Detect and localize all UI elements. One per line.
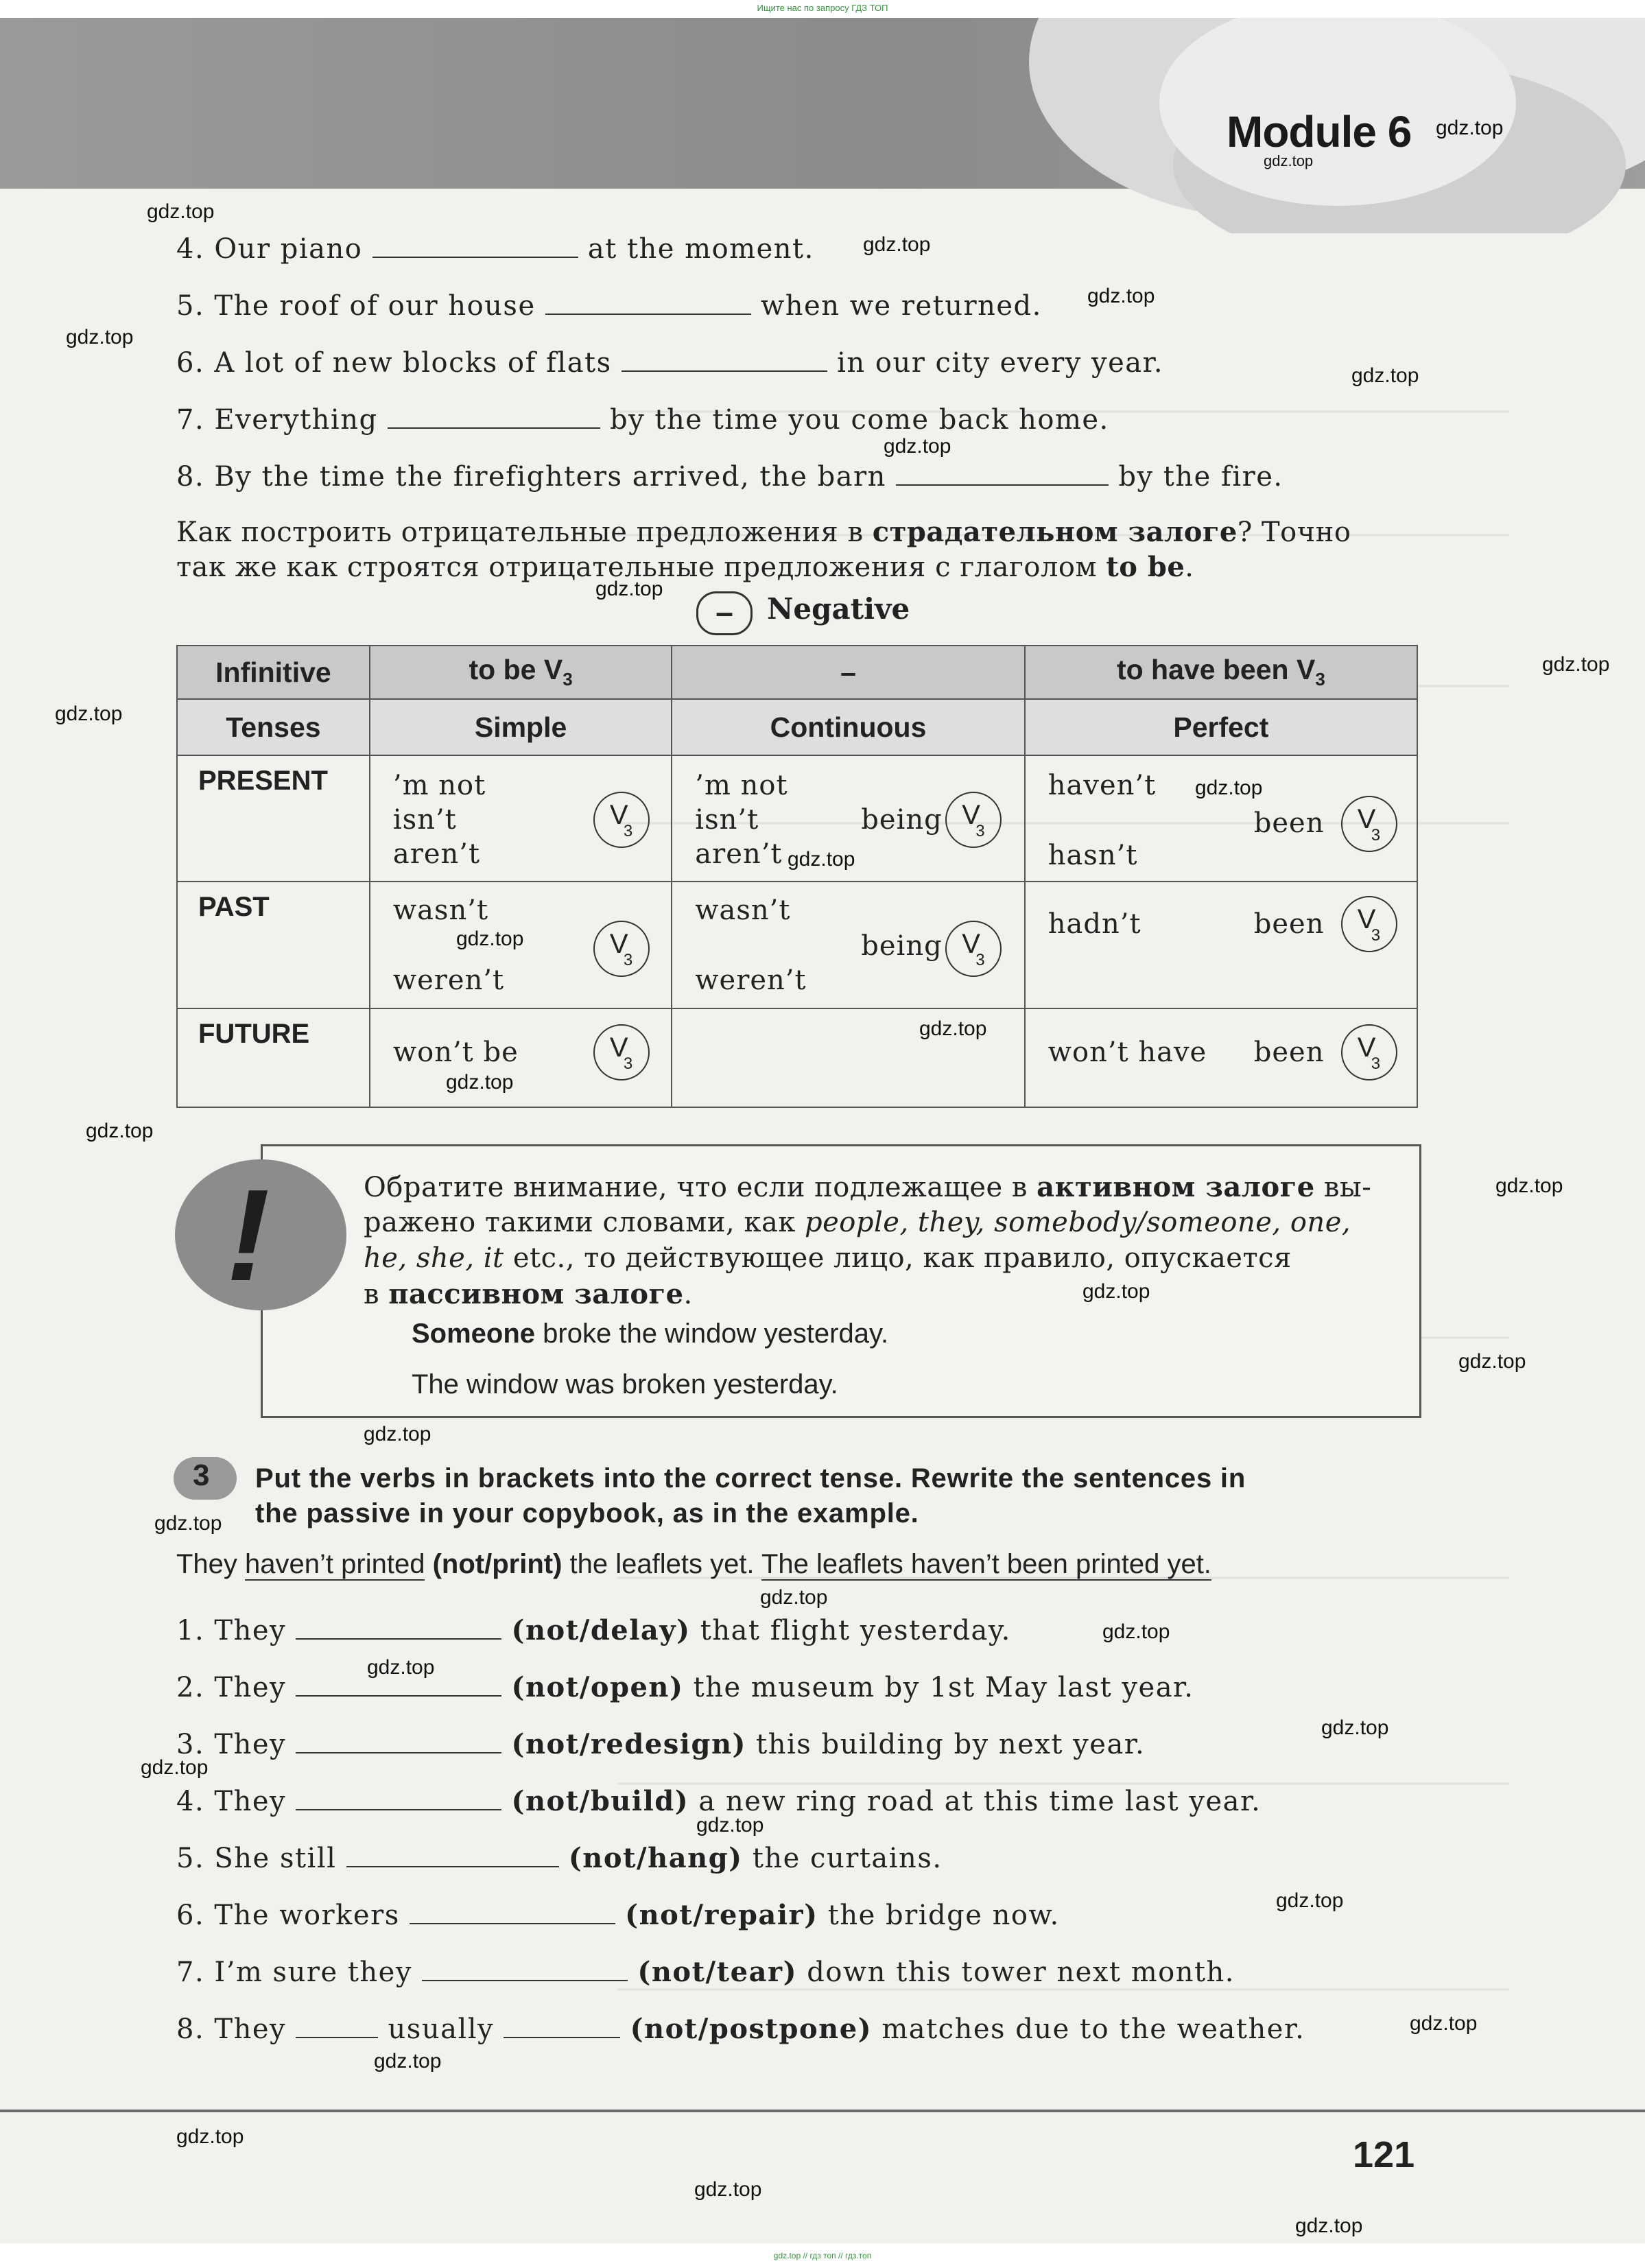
- answer-blank[interactable]: [622, 347, 827, 372]
- watermark: gdz.top: [1321, 1716, 1389, 1739]
- watermark: gdz.top: [456, 928, 524, 950]
- exercise3-item-1: 1. They (not/delay) that flight yesterday.: [176, 1614, 1011, 1646]
- note-example-passive: The window was broken yesterday.: [412, 1369, 838, 1399]
- exercise-instruction-line-1: Put the verbs in brackets into the correct tense. Rewrite the sentences in: [255, 1463, 1246, 1493]
- header-perfect: Perfect: [1025, 699, 1417, 755]
- watermark: gdz.top: [1195, 777, 1263, 799]
- exercise3-item-4: 4. They (not/build) a new ring road at this time last year.: [176, 1785, 1262, 1817]
- v3-circle-icon: V 3: [1341, 796, 1397, 852]
- line-number: 6.: [176, 347, 205, 379]
- subscript: 3: [563, 669, 573, 690]
- exercise-number: 3: [193, 1458, 210, 1492]
- line-number: 5.: [176, 290, 205, 322]
- v3-circle-icon: V 3: [945, 792, 1002, 848]
- page-number: 121: [1353, 2134, 1415, 2175]
- answer-blank[interactable]: [896, 461, 1109, 486]
- note-example-active: Someone broke the window yesterday.: [412, 1319, 889, 1349]
- watermark: gdz.top: [694, 2178, 762, 2201]
- exercise-line-7: [176, 404, 1109, 436]
- negative-heading: Negative: [767, 592, 910, 626]
- intro-bold: страдательном залоге: [872, 516, 1238, 548]
- answer-blank[interactable]: [422, 1957, 628, 1981]
- form-text: won’t have: [1048, 1037, 1207, 1068]
- line-text: By the time the firefighters arrived, the barn: [214, 461, 886, 493]
- form-text: won’t be: [392, 1037, 519, 1068]
- exercise3-item-6: 6. The workers (not/repair) the bridge now.: [176, 1899, 1060, 1931]
- negatives-intro-line-2: [176, 551, 1194, 583]
- watermark: gdz.top: [863, 233, 931, 256]
- form-text: ’m not: [392, 770, 486, 801]
- row-label: PRESENT: [177, 755, 370, 882]
- exercise3-item-7: 7. I’m sure they (not/tear) down this tower next month.: [176, 1956, 1235, 1988]
- line-text: The roof of our house: [214, 290, 536, 322]
- aux-text: being: [861, 804, 943, 836]
- exercise3-item-2: 2. They (not/open) the museum by 1st May last year.: [176, 1671, 1194, 1703]
- line-text: by the time you come back home.: [610, 404, 1109, 436]
- watermark: gdz.top: [1458, 1350, 1526, 1373]
- v3-circle-icon: V 3: [945, 921, 1002, 977]
- form-text: aren’t: [695, 838, 783, 870]
- answer-blank[interactable]: [545, 290, 751, 315]
- aux-text: been: [1253, 807, 1325, 839]
- form-text: weren’t: [695, 965, 807, 996]
- note-line-1: Обратите внимание, что если подлежащее в активном залоге вы-: [364, 1171, 1372, 1203]
- header-simple: Simple: [370, 699, 672, 755]
- answer-blank[interactable]: [410, 1900, 615, 1924]
- intro-text: так же как строятся отрицательные предложения с глаголом: [176, 552, 1106, 583]
- v3-circle-icon: V 3: [1341, 1024, 1397, 1080]
- top-watermark-text: Ищите нас по запросу ГДЗ ТОП: [757, 3, 888, 13]
- line-text: Our piano: [214, 233, 363, 265]
- note-line-3: he, she, it etc., то действующее лицо, как правило, опускается: [364, 1242, 1292, 1274]
- watermark: gdz.top: [154, 1512, 222, 1535]
- passive-negative-table: [176, 645, 1418, 1108]
- row-label: PAST: [177, 882, 370, 1008]
- watermark: gdz.top: [86, 1120, 154, 1142]
- header-to-be-v3: to be $V_3$: [370, 646, 672, 699]
- v3-circle-icon: V 3: [1341, 896, 1397, 952]
- exclamation-icon: !: [226, 1163, 270, 1308]
- exercise-line-6: [176, 347, 1163, 379]
- answer-blank[interactable]: [296, 2013, 378, 2038]
- footer-watermark-text: gdz.top // гдз топ // гдз.топ: [773, 2251, 872, 2260]
- intro-bold: to be: [1106, 551, 1185, 583]
- exercise3-item-3: 3. They (not/redesign) this building by next year.: [176, 1728, 1146, 1760]
- line-number: 4.: [176, 233, 205, 265]
- watermark: gdz.top: [788, 848, 855, 871]
- watermark: gdz.top: [66, 326, 134, 349]
- exercise-line-8: [176, 461, 1283, 493]
- watermark: gdz.top: [1102, 1620, 1170, 1643]
- line-text: Everything: [214, 404, 378, 436]
- exercise3-item-8: 8. They usually (not/postpone) matches due to the weather.: [176, 2013, 1305, 2045]
- form-text: ’m not: [695, 770, 788, 801]
- form-text: aren’t: [392, 838, 481, 870]
- cell-future-perfect: [1025, 1008, 1417, 1107]
- cell-future-simple: [370, 1008, 672, 1107]
- v3-circle-icon: V 3: [593, 792, 650, 848]
- watermark: gdz.top: [1436, 117, 1504, 139]
- subscript: 3: [1315, 669, 1325, 690]
- note-line-2: ражено такими словами, как people, they, somebody/someone, one,: [364, 1207, 1351, 1238]
- intro-text: Как построить отрицательные предложения в: [176, 517, 873, 548]
- header-tenses: Tenses: [177, 699, 370, 755]
- answer-blank[interactable]: [504, 2013, 620, 2038]
- form-text: isn’t: [392, 804, 457, 836]
- watermark: gdz.top: [1351, 364, 1419, 387]
- watermark: gdz.top: [367, 1656, 435, 1679]
- intro-text: .: [1185, 552, 1194, 583]
- watermark: gdz.top: [374, 2050, 442, 2072]
- watermark: gdz.top: [1082, 1280, 1150, 1303]
- form-text: haven’t: [1048, 770, 1157, 801]
- cell-past-perfect: [1025, 882, 1417, 1008]
- header-continuous: Continuous: [672, 699, 1024, 755]
- line-text: in our city every year.: [837, 347, 1164, 379]
- line-number: 7.: [176, 404, 205, 436]
- module-title: Module 6: [1227, 107, 1412, 156]
- bottom-rule: [0, 2110, 1645, 2112]
- form-text: wasn’t: [392, 895, 489, 926]
- form-text: isn’t: [695, 804, 759, 836]
- cell-present-perfect: [1025, 755, 1417, 882]
- watermark: gdz.top: [1410, 2012, 1478, 2035]
- line-text: at the moment.: [587, 233, 814, 265]
- header-to-have-been-v3: to have been $V_3$: [1025, 646, 1417, 699]
- line-number: 8.: [176, 461, 205, 493]
- table-row-future: [177, 1008, 1417, 1107]
- answer-blank[interactable]: [346, 1843, 559, 1867]
- watermark: gdz.top: [760, 1586, 828, 1609]
- watermark: gdz.top: [1276, 1889, 1344, 1912]
- watermark: gdz.top: [595, 578, 663, 600]
- form-text: hasn’t: [1048, 840, 1138, 871]
- answer-blank[interactable]: [296, 1786, 501, 1810]
- watermark: gdz.top: [884, 435, 951, 458]
- cell-past-continuous: [672, 882, 1024, 1008]
- exercise-line-5: [176, 290, 1042, 322]
- line-text: when we returned.: [761, 290, 1042, 322]
- watermark: gdz.top: [176, 2125, 244, 2148]
- minus-sign-icon: [696, 591, 753, 635]
- aux-text: been: [1253, 908, 1325, 940]
- watermark: gdz.top: [55, 702, 123, 725]
- answer-blank[interactable]: [388, 404, 600, 429]
- minus-glyph: –: [715, 594, 733, 630]
- v3-circle-icon: V 3: [593, 921, 650, 977]
- header-infinitive: Infinitive: [177, 646, 370, 699]
- answer-blank[interactable]: [296, 1729, 501, 1753]
- watermark: gdz.top: [141, 1756, 209, 1779]
- watermark: gdz.top: [446, 1071, 514, 1094]
- aux-text: been: [1253, 1037, 1325, 1068]
- form-text: hadn’t: [1048, 908, 1141, 940]
- form-text: weren’t: [392, 965, 505, 996]
- line-text: A lot of new blocks of flats: [214, 347, 612, 379]
- row-label: FUTURE: [177, 1008, 370, 1107]
- negatives-intro-line-1: [176, 516, 1351, 548]
- watermark: gdz.top: [1495, 1174, 1563, 1197]
- intro-text: ? Точно: [1237, 517, 1351, 548]
- note-line-4: в пассивном залоге.: [364, 1278, 693, 1310]
- answer-blank[interactable]: [372, 233, 578, 258]
- line-text: by the fire.: [1118, 461, 1283, 493]
- watermark: gdz.top: [1264, 152, 1314, 169]
- watermark: gdz.top: [364, 1423, 431, 1445]
- table-row-past: [177, 882, 1417, 1008]
- cell-present-simple: [370, 755, 672, 882]
- aux-text: being: [861, 930, 943, 962]
- watermark: gdz.top: [1087, 285, 1155, 307]
- exercise-instruction-line-2: the passive in your copybook, as in the example.: [255, 1498, 919, 1528]
- watermark: gdz.top: [919, 1017, 987, 1040]
- exercise-line-4: [176, 233, 814, 265]
- header-dash: –: [672, 646, 1024, 699]
- watermark: gdz.top: [696, 1814, 764, 1836]
- exercise-example: They haven’t printed (not/print) the leaflets yet. The leaflets haven’t been printed yet.: [176, 1549, 1211, 1579]
- watermark: gdz.top: [1542, 653, 1610, 676]
- form-text: wasn’t: [695, 895, 791, 926]
- watermark: gdz.top: [1295, 2214, 1363, 2237]
- watermark: gdz.top: [147, 200, 215, 223]
- answer-blank[interactable]: [296, 1615, 501, 1640]
- exercise3-item-5: 5. She still (not/hang) the curtains.: [176, 1842, 943, 1874]
- v3-circle-icon: V 3: [593, 1024, 650, 1080]
